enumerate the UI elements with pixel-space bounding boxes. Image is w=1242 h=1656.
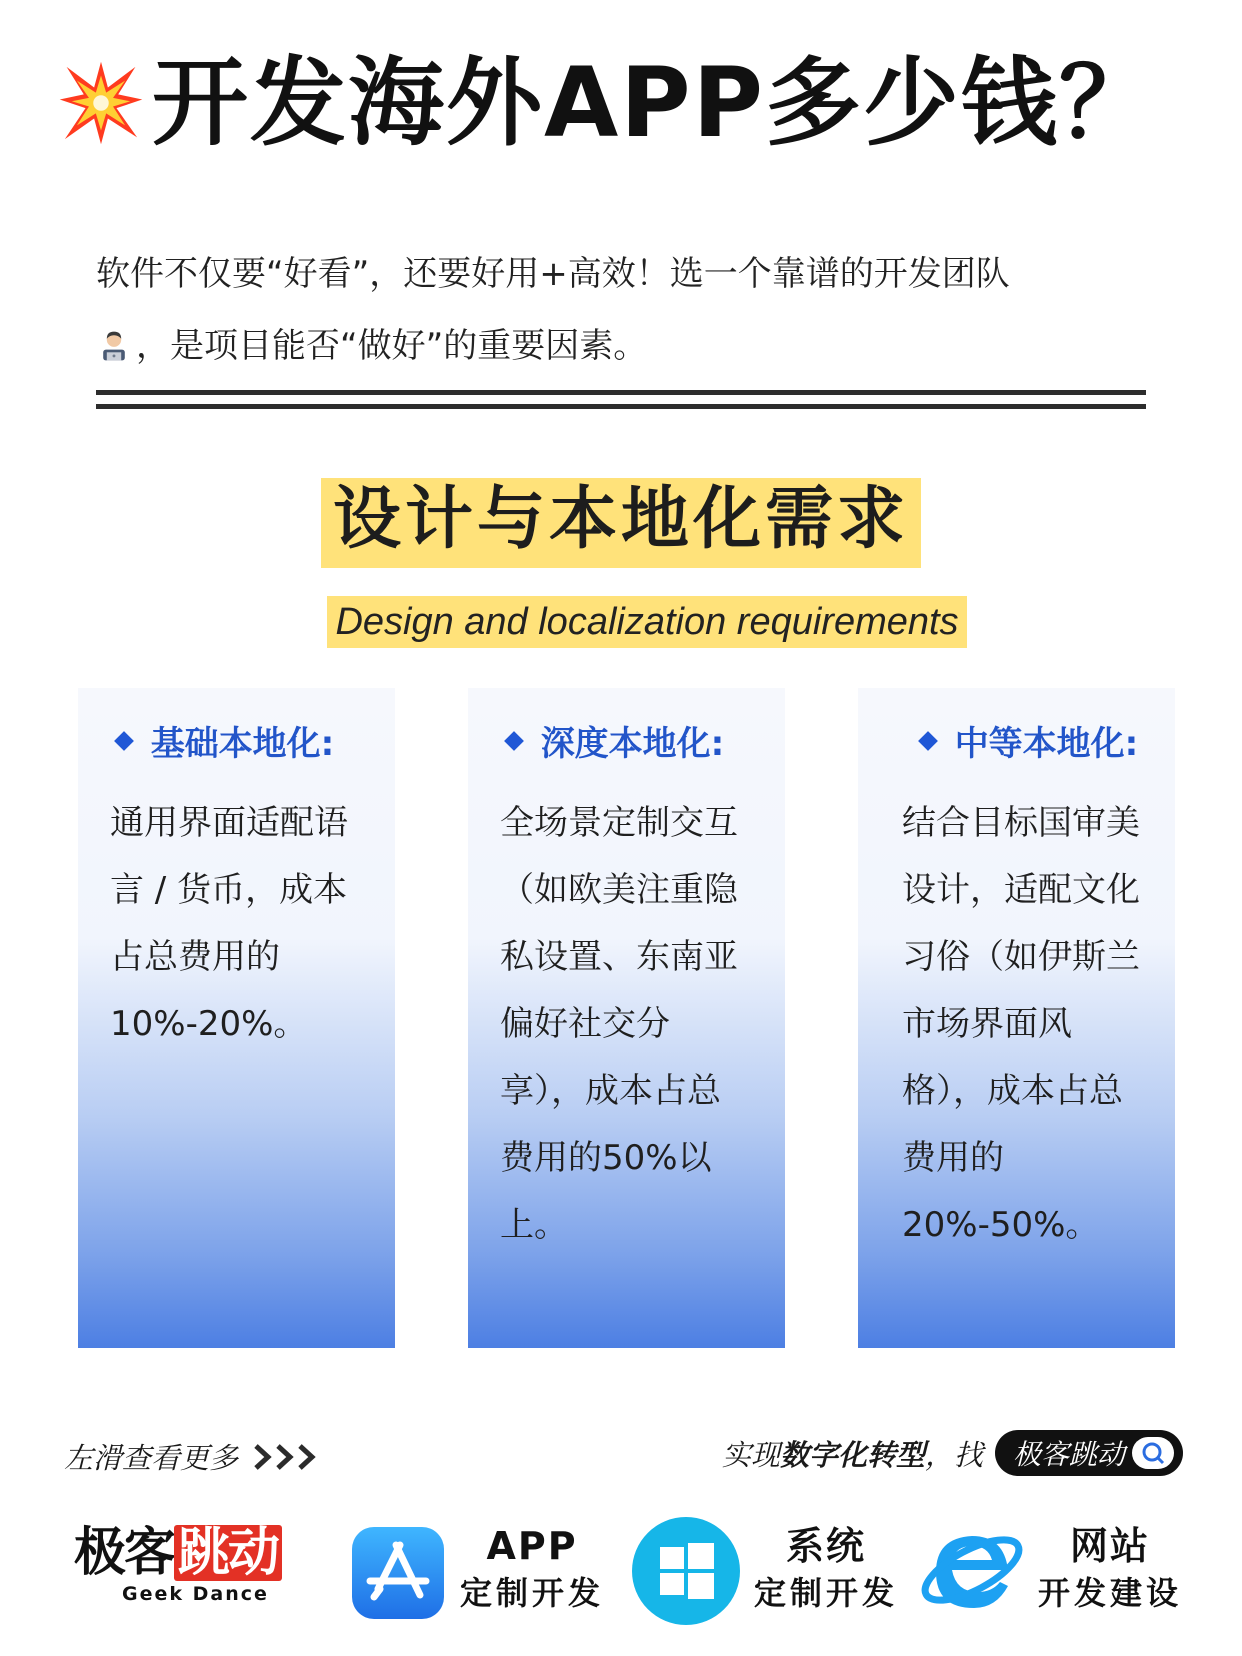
page-title: 开发海外APP多少钱？: [152, 47, 1158, 159]
card-heading: 基础本地化:: [150, 724, 335, 764]
slogan-prefix: 实现: [722, 1437, 781, 1472]
card-line: 偏好社交分: [500, 1004, 670, 1044]
card-medium-localization: [858, 688, 1175, 1348]
service-app-name: APP: [486, 1524, 578, 1568]
slogan-suffix: ，找: [925, 1437, 984, 1472]
card-line: 上。: [500, 1205, 568, 1245]
card-line: 享），成本占总: [500, 1071, 721, 1111]
card-line: 费用的: [902, 1138, 1004, 1178]
card-heading: 中等本地化:: [954, 724, 1139, 764]
section-title: 设计与本地化需求: [321, 478, 921, 568]
diamond-bullet-icon: [918, 731, 938, 751]
intro-line-2: [96, 310, 1166, 382]
card-body: [110, 790, 348, 1058]
section-title-wrap: [0, 478, 1242, 568]
section-subtitle: Design and localization requirements: [327, 596, 966, 648]
card-line: 言 / 货币，成本: [110, 870, 348, 910]
intro-line-2-text: ，是项目能否“做好”的重要因素。: [136, 326, 648, 366]
card-line: 占总费用的: [110, 937, 280, 977]
triple-chevron-right-icon: [252, 1442, 322, 1472]
card-line: 结合目标国审美: [902, 803, 1140, 843]
logo-main-text: 极客: [74, 1523, 175, 1583]
collision-icon: [58, 60, 144, 146]
logo-subtitle: Geek Dance: [122, 1583, 269, 1605]
intro-line-1: 软件不仅要“好看”，还要好用+高效！选一个靠谱的开发团队: [96, 254, 1010, 294]
brand-search-pill[interactable]: [995, 1430, 1183, 1476]
geek-dance-logo: [74, 1525, 282, 1605]
service-system-desc: 定制开发: [753, 1574, 898, 1612]
brand-search-pill-text: 极客跳动: [1013, 1438, 1126, 1471]
card-line: （如欧美注重隐: [500, 870, 738, 910]
windows-icon: [630, 1515, 742, 1627]
service-app: [458, 1522, 606, 1616]
card-line: 私设置、东南亚: [500, 937, 738, 977]
service-system-name: 系统: [785, 1524, 866, 1568]
swipe-hint[interactable]: [64, 1436, 322, 1477]
card-header: [858, 716, 1175, 765]
title-row: [58, 48, 1157, 158]
app-store-icon: [350, 1525, 446, 1621]
technologist-icon: [96, 328, 132, 364]
diamond-bullet-icon: [114, 731, 134, 751]
service-system: [752, 1522, 900, 1616]
card-basic-localization: [78, 688, 395, 1348]
card-body: [500, 790, 738, 1259]
service-website-desc: 开发建设: [1037, 1574, 1182, 1612]
divider-top: [96, 390, 1146, 395]
section-subtitle-wrap: [0, 596, 1242, 648]
intro-paragraph: [96, 238, 1166, 382]
swipe-hint-text: 左滑查看更多: [64, 1441, 239, 1475]
divider-bottom: [96, 404, 1146, 409]
card-header: [468, 716, 785, 765]
service-app-desc: 定制开发: [459, 1574, 604, 1612]
card-line: 费用的50%以: [500, 1138, 712, 1178]
card-line: 20%-50%。: [902, 1205, 1100, 1245]
card-line: 设计，适配文化: [902, 870, 1140, 910]
card-line: 通用界面适配语: [110, 803, 348, 843]
internet-explorer-icon: [916, 1512, 1028, 1624]
search-icon: [1131, 1436, 1175, 1470]
diamond-bullet-icon: [504, 731, 524, 751]
card-line: 10%-20%。: [110, 1004, 308, 1044]
card-header: [78, 716, 395, 765]
slogan-strong: 数字化转型: [780, 1437, 926, 1472]
card-deep-localization: [468, 688, 785, 1348]
card-heading: 深度本地化:: [540, 724, 725, 764]
logo-red-text: 跳动: [174, 1525, 282, 1581]
service-website: [1036, 1522, 1184, 1616]
card-line: 格），成本占总: [902, 1071, 1123, 1111]
card-line: 习俗（如伊斯兰: [902, 937, 1140, 977]
card-line: 全场景定制交互: [500, 803, 738, 843]
card-line: 市场界面风: [902, 1004, 1072, 1044]
slogan: [722, 1430, 1183, 1476]
service-website-name: 网站: [1069, 1524, 1150, 1568]
card-body: [902, 790, 1140, 1259]
logo-wordmark: [74, 1525, 282, 1581]
